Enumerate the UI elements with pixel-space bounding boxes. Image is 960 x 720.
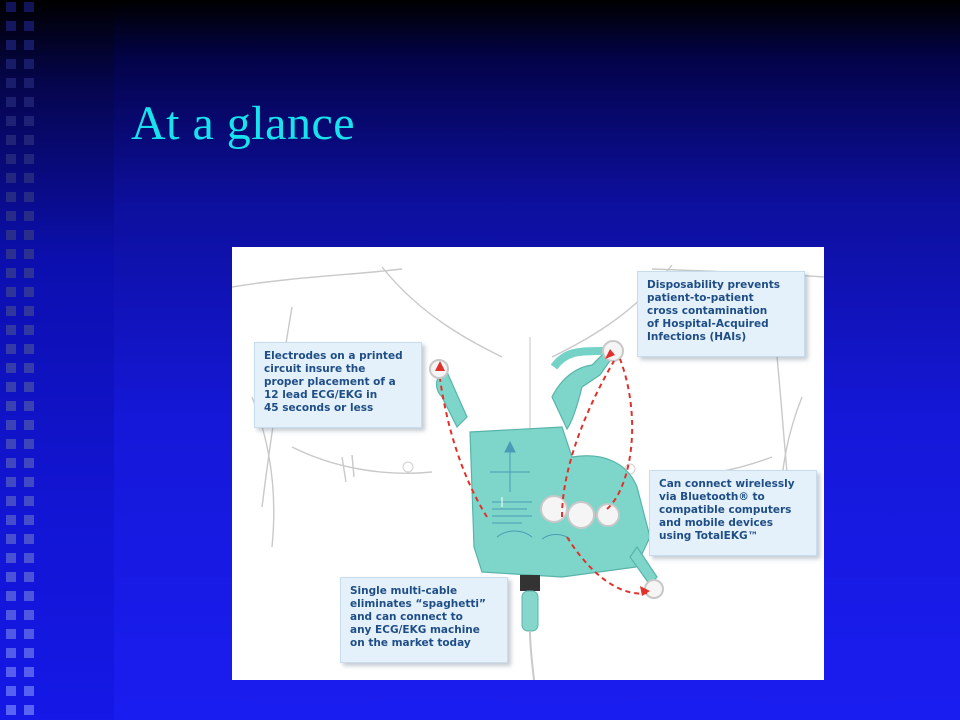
decorative-square (6, 287, 16, 297)
decorative-square (6, 78, 16, 88)
decorative-square (6, 401, 16, 411)
decorative-square (6, 382, 16, 392)
decorative-square (6, 306, 16, 316)
ecg-device-figure (232, 247, 824, 680)
decorative-square (6, 629, 16, 639)
decorative-square (6, 230, 16, 240)
decorative-square (24, 610, 34, 620)
decorative-square (24, 420, 34, 430)
decorative-square (6, 21, 16, 31)
decorative-square (24, 21, 34, 31)
callout-electrodes: Electrodes on a printed circuit insure the proper placement of a 12 lead ECG/EKG in 45 seconds or less (254, 342, 422, 428)
decorative-square (6, 572, 16, 582)
callout-disposability: Disposability prevents patient-to-patient cross contamination of Hospital-Acquired Infections (HAIs) (637, 271, 805, 357)
decorative-square (6, 705, 16, 715)
decorative-square (6, 192, 16, 202)
decorative-square (6, 648, 16, 658)
decorative-square (6, 363, 16, 373)
decorative-square (24, 268, 34, 278)
decorative-square (6, 686, 16, 696)
callout-wireless: Can connect wirelessly via Bluetooth® to compatible computers and mobile devices using TotalEKG™ (649, 470, 817, 556)
decorative-square (6, 667, 16, 677)
decorative-square (6, 97, 16, 107)
device-body (437, 347, 657, 585)
decorative-square (6, 496, 16, 506)
decorative-square (24, 211, 34, 221)
decorative-square (6, 268, 16, 278)
callout-cable: Single multi-cable eliminates “spaghetti” and can connect to any ECG/EKG machine on the market today (340, 577, 508, 663)
decorative-square (6, 325, 16, 335)
decorative-square (6, 211, 16, 221)
decorative-square (24, 515, 34, 525)
decorative-square (24, 648, 34, 658)
decorative-square (24, 458, 34, 468)
decorative-square (24, 59, 34, 69)
decorative-square (24, 287, 34, 297)
slide-title: At a glance (131, 97, 356, 150)
decorative-square (6, 515, 16, 525)
decorative-square (24, 249, 34, 259)
decorative-square (6, 477, 16, 487)
left-decorative-strip (0, 0, 114, 720)
decorative-square (24, 705, 34, 715)
decorative-square (6, 610, 16, 620)
decorative-square (24, 401, 34, 411)
decorative-square (24, 173, 34, 183)
decorative-square (6, 553, 16, 563)
decorative-square (6, 2, 16, 12)
decorative-square (24, 135, 34, 145)
square-column-right (22, 0, 36, 720)
decorative-square (6, 591, 16, 601)
decorative-square (6, 59, 16, 69)
decorative-square (6, 116, 16, 126)
decorative-square (6, 458, 16, 468)
decorative-square (24, 306, 34, 316)
decorative-square (24, 78, 34, 88)
decorative-square (6, 344, 16, 354)
decorative-square (24, 553, 34, 563)
decorative-square (6, 249, 16, 259)
decorative-square (24, 686, 34, 696)
decorative-square (24, 496, 34, 506)
decorative-square (6, 439, 16, 449)
decorative-square (6, 154, 16, 164)
decorative-square (24, 325, 34, 335)
decorative-square (6, 534, 16, 544)
square-column-left (4, 0, 18, 720)
decorative-square (6, 135, 16, 145)
decorative-square (6, 173, 16, 183)
decorative-square (24, 154, 34, 164)
decorative-square (24, 382, 34, 392)
decorative-square (24, 667, 34, 677)
decorative-square (6, 40, 16, 50)
decorative-square (24, 116, 34, 126)
decorative-square (24, 230, 34, 240)
decorative-square (24, 363, 34, 373)
decorative-square (24, 439, 34, 449)
decorative-square (24, 40, 34, 50)
decorative-square (24, 97, 34, 107)
decorative-square (24, 192, 34, 202)
decorative-square (6, 420, 16, 430)
decorative-square (24, 477, 34, 487)
decorative-square (24, 344, 34, 354)
decorative-square (24, 591, 34, 601)
decorative-square (24, 572, 34, 582)
decorative-square (24, 2, 34, 12)
decorative-square (24, 629, 34, 639)
decorative-square (24, 534, 34, 544)
